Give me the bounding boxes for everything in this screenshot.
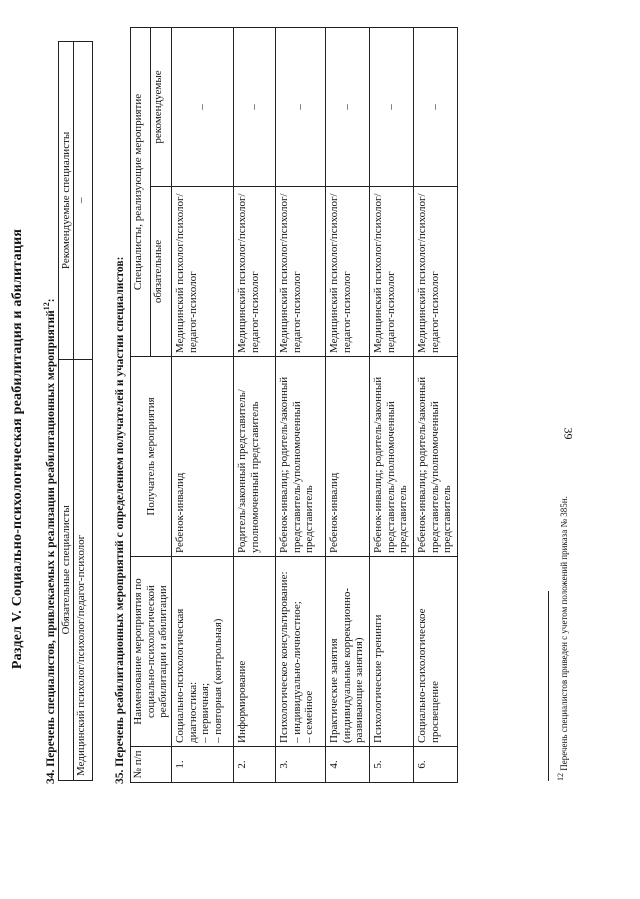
section34-footnote-ref: 12 bbox=[42, 302, 51, 311]
recommended-specialist: – bbox=[369, 27, 413, 186]
section34-heading bbox=[42, 298, 57, 784]
row-number: 2. bbox=[233, 747, 275, 783]
specialists-header: Специалисты, реализующие мероприятие bbox=[131, 27, 151, 356]
measure-subitems bbox=[291, 560, 316, 743]
section34-heading-text: 34. Перечень специалистов, привлекаемых к реализации реабилитационных мероприятий bbox=[44, 310, 57, 784]
measure-name bbox=[413, 557, 457, 747]
specialists-table bbox=[58, 41, 93, 781]
row-number: 5. bbox=[369, 747, 413, 783]
footnote-marker: 12 bbox=[556, 773, 565, 781]
footnote-divider bbox=[548, 591, 549, 781]
recipient: Родитель/законный представитель/уполномоченный представитель bbox=[233, 357, 275, 557]
mandatory-specialist: Медицинский психолог/психолог/педагог-психолог bbox=[233, 187, 275, 357]
measure-subitem: – индивидуально-личностное; bbox=[291, 560, 304, 743]
mandatory-header: обязательные bbox=[151, 187, 171, 357]
mandatory-specialist: Медицинский психолог/психолог/педагог-психолог bbox=[369, 187, 413, 357]
section35-heading: 35. Перечень реабилитационных мероприятий с определением получателей и участии специалистов: bbox=[114, 256, 126, 784]
measure-name bbox=[275, 557, 325, 747]
measures-header-row-1 bbox=[131, 27, 151, 782]
specialists-table-header bbox=[59, 42, 74, 781]
recommended-specialist: – bbox=[275, 27, 325, 186]
recommended-specialist: – bbox=[325, 27, 369, 186]
recipient: Ребенок-инвалид; родитель/законный представитель/уполномоченный представитель bbox=[369, 357, 413, 557]
recipient: Ребенок-инвалид; родитель/законный представитель/уполномоченный представитель bbox=[413, 357, 457, 557]
recommended-specialist: – bbox=[413, 27, 457, 186]
measure-name-text: Информирование bbox=[235, 660, 248, 743]
table-row bbox=[275, 27, 325, 782]
table-row bbox=[233, 27, 275, 782]
measure-name-text: Социально-психологическая диагностика: bbox=[173, 608, 199, 743]
measure-name-text: Практические занятия (индивидуальные коррекционно-развивающие занятия) bbox=[327, 587, 366, 743]
measure-name bbox=[233, 557, 275, 747]
num-header: № п/п bbox=[131, 747, 172, 783]
recipient: Ребенок-инвалид bbox=[171, 357, 233, 557]
footnote bbox=[556, 496, 569, 781]
table-row bbox=[171, 27, 233, 782]
mandatory-specialist: Медицинский психолог/психолог/педагог-психолог bbox=[171, 187, 233, 357]
table-row bbox=[325, 27, 369, 782]
page-number: 39 bbox=[561, 427, 576, 440]
recipient-header: Получатель мероприятия bbox=[131, 357, 172, 557]
footnote-text: Перечень специалистов приведен с учетом положений приказа № 385н. bbox=[559, 496, 569, 771]
measure-name bbox=[369, 557, 413, 747]
recommended-specialist: – bbox=[233, 27, 275, 186]
measure-name-text: Социально-психологическое просвещение bbox=[415, 608, 441, 743]
measure-subitem: – первичная; bbox=[199, 560, 212, 743]
row-number: 1. bbox=[171, 747, 233, 783]
mandatory-specialist: Медицинский психолог/психолог/педагог-психолог bbox=[275, 187, 325, 357]
specialists-table-row bbox=[74, 42, 93, 781]
row-number: 3. bbox=[275, 747, 325, 783]
table-row bbox=[369, 27, 413, 782]
measure-name bbox=[325, 557, 369, 747]
measure-subitem: – семейное bbox=[303, 560, 316, 743]
mandatory-specialists-header: Обязательные специалисты bbox=[59, 359, 74, 780]
measure-name-text: Психологическое консультирование: bbox=[277, 571, 290, 743]
mandatory-specialists-cell: Медицинский психолог/психолог/педагог-психолог bbox=[74, 359, 93, 780]
row-number: 6. bbox=[413, 747, 457, 783]
mandatory-specialist: Медицинский психолог/психолог/педагог-психолог bbox=[413, 187, 457, 357]
recommended-header: рекомендуемые bbox=[151, 27, 171, 186]
measure-name bbox=[171, 557, 233, 747]
section34-heading-tail: : bbox=[44, 298, 57, 303]
mandatory-specialist: Медицинский психолог/психолог/педагог-психолог bbox=[325, 187, 369, 357]
recommended-specialists-header: Рекомендуемые специалисты bbox=[59, 42, 74, 360]
recommended-specialist: – bbox=[171, 27, 233, 186]
table-row bbox=[413, 27, 457, 782]
measure-name-header: Наименование мероприятия по социально-психологической реабилитации и абилитации bbox=[131, 557, 172, 747]
recipient: Ребенок-инвалид; родитель/законный представитель/уполномоченный представитель bbox=[275, 357, 325, 557]
row-number: 4. bbox=[325, 747, 369, 783]
recommended-specialists-cell: – bbox=[74, 42, 93, 360]
section-title: Раздел V. Социально-психологическая реабилитация и абилитация bbox=[10, 228, 25, 670]
recipient: Ребенок-инвалид bbox=[325, 357, 369, 557]
measure-subitems bbox=[199, 560, 224, 743]
measure-subitem: – повторная (контрольная) bbox=[212, 560, 225, 743]
measure-name-text: Психологические тренинги bbox=[371, 614, 384, 743]
measures-table bbox=[130, 27, 458, 783]
